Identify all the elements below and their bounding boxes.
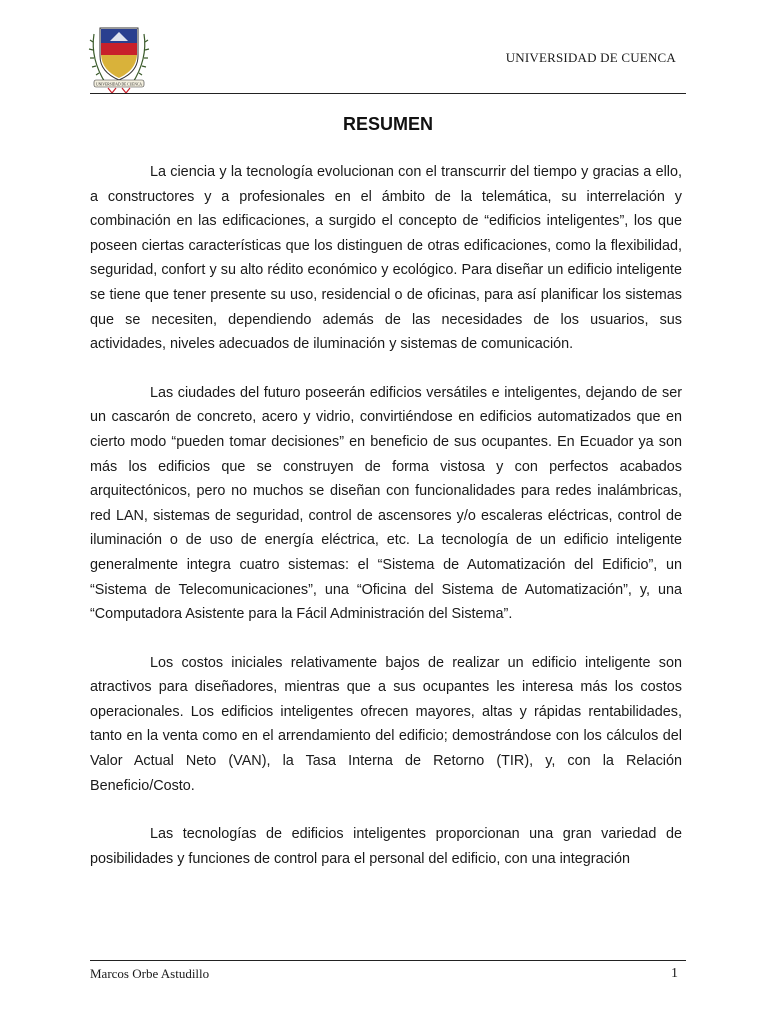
seal-banner-text: UNIVERSIDAD DE CUENCA <box>96 82 142 87</box>
seal-red-field <box>101 43 137 55</box>
paragraph: La ciencia y la tecnología evolucionan con el transcurrir del tiempo y gracias a ello, a constructores y a profesionales en el ámbito de la telemática, su interrelación y combinación en las edificaciones, a surgido el concepto de “edificios inteligentes”, los que poseen ciertas características que los distinguen de otras edificaciones, como la flexibilidad, seguridad, confort y su alto rédito económico y ecológico. Para diseñar un edificio inteligente se tiene que tener presente su uso, residencial o de oficinas, para así planificar los sistemas que se necesiten, dependiendo además de las necesidades de los usuarios, sus actividades, niveles adecuados de iluminación y sistemas de comunicación. <box>90 164 682 353</box>
university-seal-logo <box>88 14 150 94</box>
seal-gold-field <box>101 55 137 78</box>
abstract-body <box>90 160 682 895</box>
header-divider <box>90 93 686 94</box>
page-number: 1 <box>671 966 678 981</box>
footer-author: Marcos Orbe Astudillo <box>90 966 210 981</box>
paragraph: Las ciudades del futuro poseerán edificios versátiles e inteligentes, dejando de ser un cascarón de concreto, acero y vidrio, convirtiéndose en edificios automatizados que en cierto modo “pueden tomar decisiones” en beneficio de sus ocupantes. En Ecuador ya son más los edificios que se construyen de forma vistosa y con perfectos acabados arquitectónicos, pero no muchos se diseñan con funcionalidades para redes inalámbricas, red LAN, sistemas de seguridad, control de ascensores y/o escaleras eléctricas, control de iluminación o de uso de energía eléctrica, etc. La tecnología de un edificio inteligente generalmente integra cuatro sistemas: el “Sistema de Automatización del Edificio”, un “Sistema de Telecomunicaciones”, una “Oficina del Sistema de Automatización”, y, una “Computadora Asistente para la Fácil Administración del Sistema”. <box>90 384 682 623</box>
paragraph: Los costos iniciales relativamente bajos de realizar un edificio inteligente son atractivos para diseñadores, mientras que a sus ocupantes les interesa más los costos operacionales. Los edificios inteligentes ofrecen mayores, altas y rápidas rentabilidades, tanto en la venta como en el arrendamiento del edificio; demostrándose con los cálculos del Valor Actual Neto (VAN), la Tasa Interna de Retorno (TIR), y, con la Relación Beneficio/Costo. <box>90 654 682 794</box>
paragraph: Las tecnologías de edificios inteligentes proporcionan una gran variedad de posibilidades y funciones de control para el personal del edificio, con una integración <box>90 826 682 867</box>
page-title: RESUMEN <box>342 114 433 134</box>
header-institution: UNIVERSIDAD DE CUENCA <box>505 50 676 65</box>
footer-divider <box>90 960 686 961</box>
